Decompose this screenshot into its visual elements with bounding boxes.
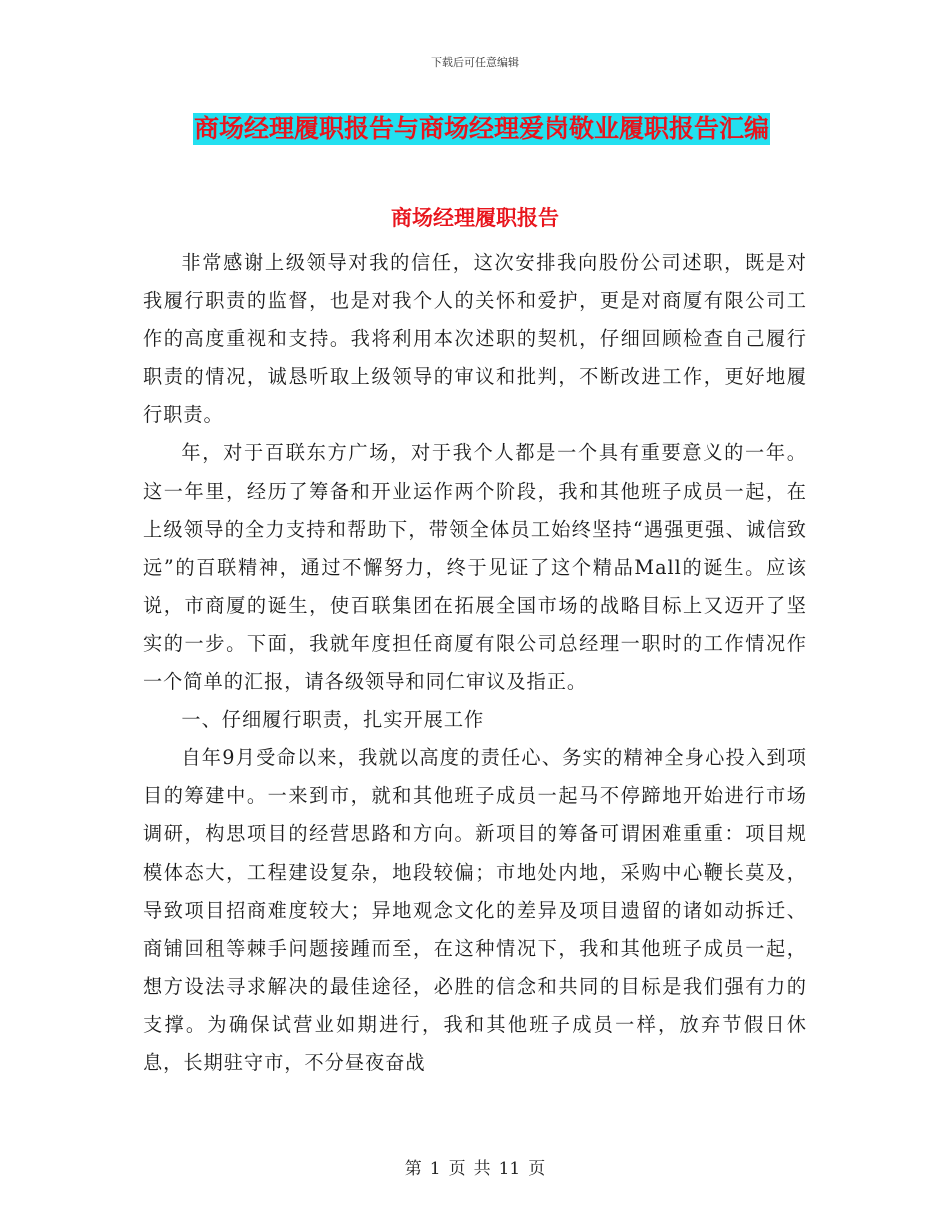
footer-total-label: 共: [473, 1159, 491, 1179]
paragraph-3: 自年9月受命以来，我就以高度的责任心、务实的精神全身心投入到项目的筹建中。一来到市，就和其他班子成员一起马不停蹄地开始进行市场调研，构思项目的经营思路和方向。新项目的筹备可谓困难重重：项目规模体态大，工程建设复杂，地段较偏；市地处内地，采购中心鞭长莫及，导致项目招商难度较大；异地观念文化的差异及项目遗留的诸如动拆迁、商铺回租等棘手问题接踵而至，在这种情况下，我和其他班子成员一起，想方设法寻求解决的最佳途径，必胜的信念和共同的目标是我们强有力的支撑。为确保试营业如期进行，我和其他班子成员一样，放弃节假日休息，长期驻守市，不分昼夜奋战: [143, 746, 807, 1074]
paragraph-1: 非常感谢上级领导对我的信任，这次安排我向股份公司述职，既是对我履行职责的监督，也是对我个人的关怀和爱护，更是对商厦有限公司工作的高度重视和支持。我将利用本次述职的契机，仔细回顾检查自己履行职责的情况，诚恳听取上级领导的审议和批判，不断改进工作，更好地履行职责。: [143, 251, 807, 427]
footer-page-label: 页: [448, 1159, 466, 1179]
current-page-number: 1: [429, 1159, 441, 1179]
paragraph-2: 年，对于百联东方广场，对于我个人都是一个具有重要意义的一年。这一年里，经历了筹备和开业运作两个阶段，我和其他班子成员一起，在上级领导的全力支持和帮助下，带领全体员工始终坚持“遇强更强、诚信致远”的百联精神，通过不懈努力，终于见证了这个精品Mall的诞生。应该说，市商厦的诞生，使百联集团在拓展全国市场的战略目标上又迈开了坚实的一步。下面，我就年度担任商厦有限公司总经理一职时的工作情况作一个简单的汇报，请各级领导和同仁审议及指正。: [143, 441, 807, 694]
total-pages-number: 11: [498, 1159, 521, 1179]
heading-item-1: 一、仔细履行职责，扎实开展工作: [181, 708, 485, 732]
document-title: 商场经理履职报告与商场经理爱岗敬业履职报告汇编: [194, 114, 770, 143]
footer-suffix: 页: [528, 1159, 546, 1179]
section-title: 商场经理履职报告: [391, 205, 559, 230]
document-body: [143, 244, 807, 1082]
header-note: 下载后可任意编辑: [431, 56, 519, 69]
footer-prefix: 第: [404, 1159, 422, 1179]
page-footer: [0, 1154, 950, 1179]
